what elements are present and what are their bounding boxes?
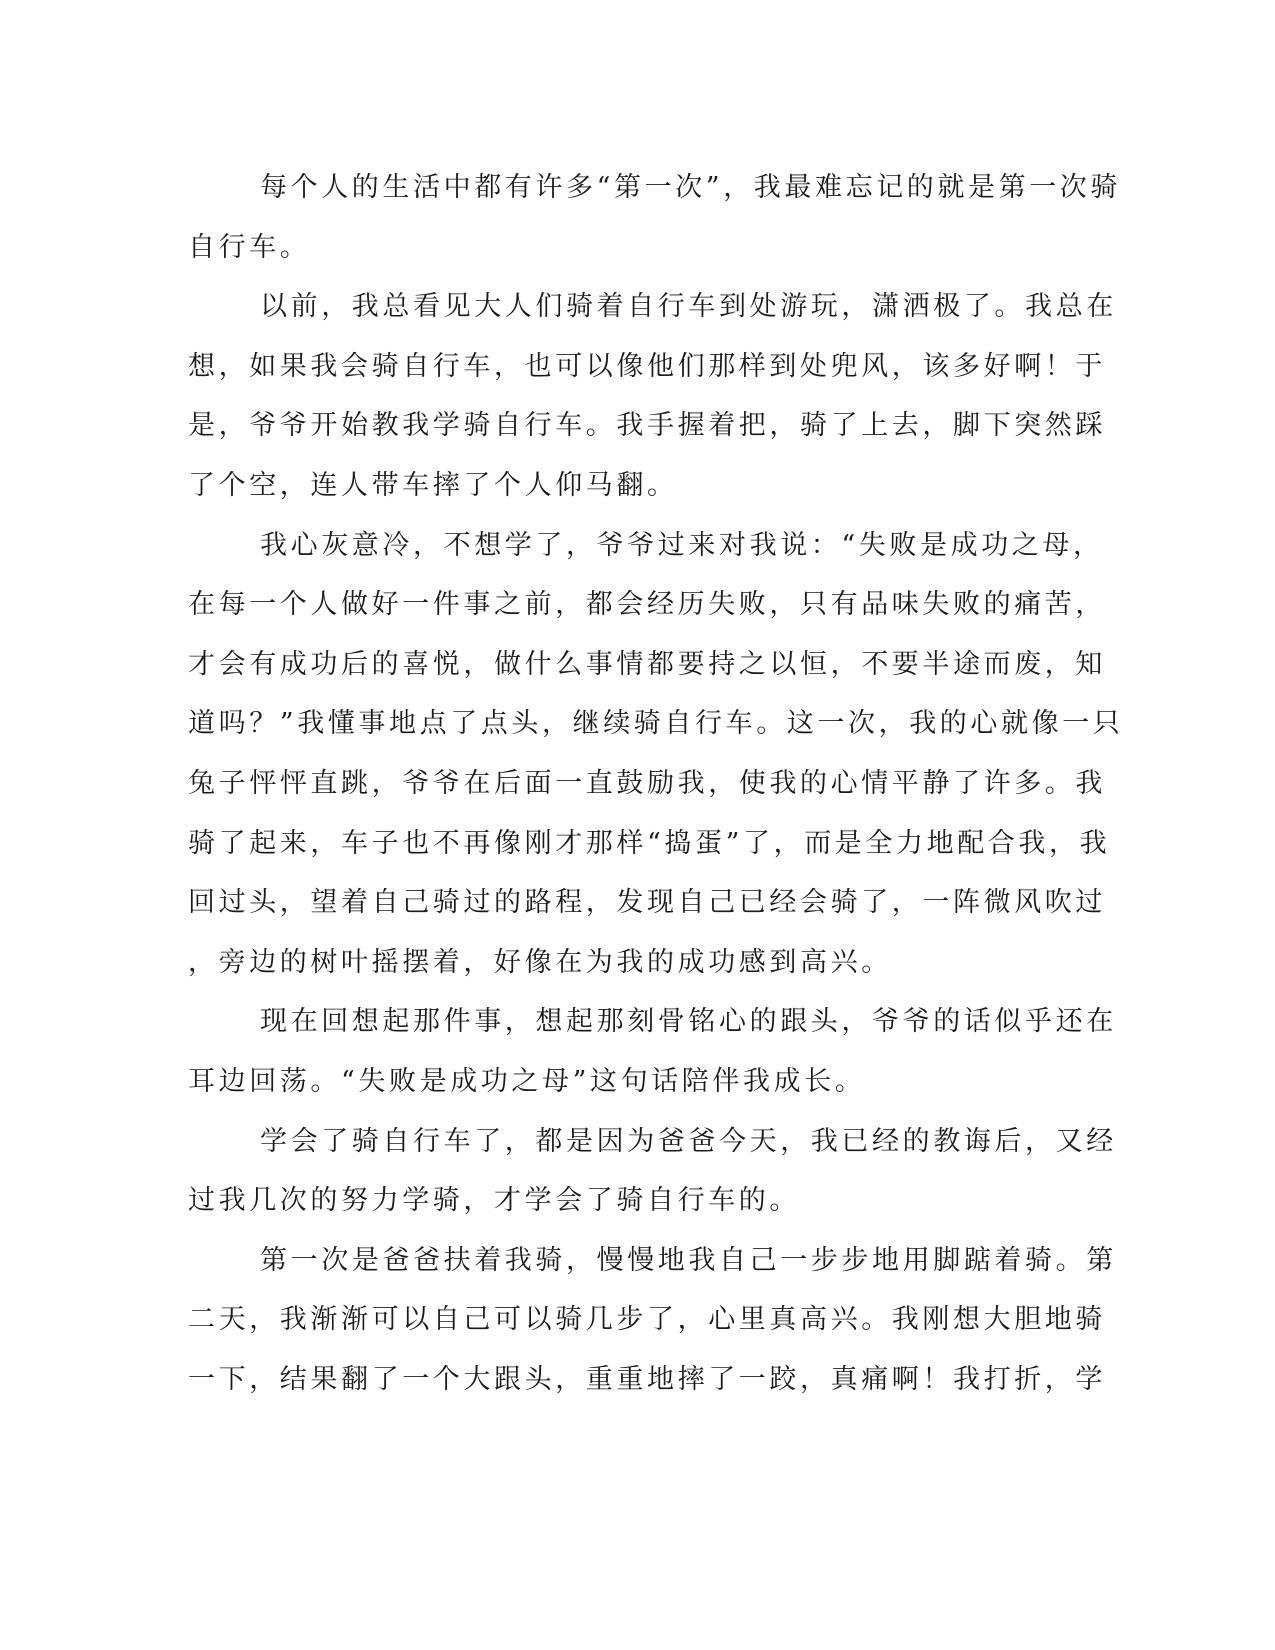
text-line: 学会了骑自行车了，都是因为爸爸今天，我已经的教诲后，又经 (260, 1125, 1117, 1157)
text-line: 过我几次的努力学骑，才学会了骑自行车的。 (188, 1185, 800, 1217)
document-body (188, 158, 1124, 1409)
text-line: 耳边回荡。“失败是成功之母”这句话陪伴我成长。 (188, 1065, 866, 1097)
text-line: 兔子怦怦直跳，爷爷在后面一直鼓励我，使我的心情平静了许多。我 (188, 767, 1106, 799)
text-line: 我心灰意冷，不想学了，爷爷过来对我说：“失败是成功之母， (260, 529, 1104, 561)
text-line: 第一次是爸爸扶着我骑，慢慢地我自己一步步地用脚踮着骑。第 (260, 1244, 1117, 1276)
text-line: 想，如果我会骑自行车，也可以像他们那样到处兜风，该多好啊！于 (188, 350, 1106, 382)
text-line: 回过头，望着自己骑过的路程，发现自己已经会骑了，一阵微风吹过 (188, 887, 1106, 919)
text-line: 道吗？”我懂事地点了点头，继续骑自行车。这一次，我的心就像一只 (188, 708, 1124, 740)
text-line: 现在回想起那件事，想起那刻骨铭心的跟头，爷爷的话似乎还在 (260, 1006, 1117, 1038)
text-line: 才会有成功后的喜悦，做什么事情都要持之以恒，不要半途而废，知 (188, 648, 1106, 680)
text-line: 二天，我渐渐可以自己可以骑几步了，心里真高兴。我刚想大胆地骑 (188, 1304, 1106, 1336)
text-line: 了个空，连人带车摔了个人仰马翻。 (188, 469, 678, 501)
text-line: 是，爷爷开始教我学骑自行车。我手握着把，骑了上去，脚下突然踩 (188, 410, 1106, 442)
text-line: 以前，我总看见大人们骑着自行车到处游玩，潇洒极了。我总在 (260, 291, 1117, 323)
text-line: 自行车。 (188, 231, 311, 263)
text-line: 在每一个人做好一件事之前，都会经历失败，只有品味失败的痛苦， (188, 589, 1106, 621)
text-line: 骑了起来，车子也不再像刚才那样“捣蛋”了，而是全力地配合我，我 (188, 827, 1111, 859)
text-line: 一下，结果翻了一个大跟头，重重地摔了一跤，真痛啊！我打折，学 (188, 1363, 1106, 1395)
text-line: 每个人的生活中都有许多“第一次”，我最难忘记的就是第一次骑 (260, 172, 1122, 203)
text-line: ，旁边的树叶摇摆着，好像在为我的成功感到高兴。 (188, 946, 892, 978)
